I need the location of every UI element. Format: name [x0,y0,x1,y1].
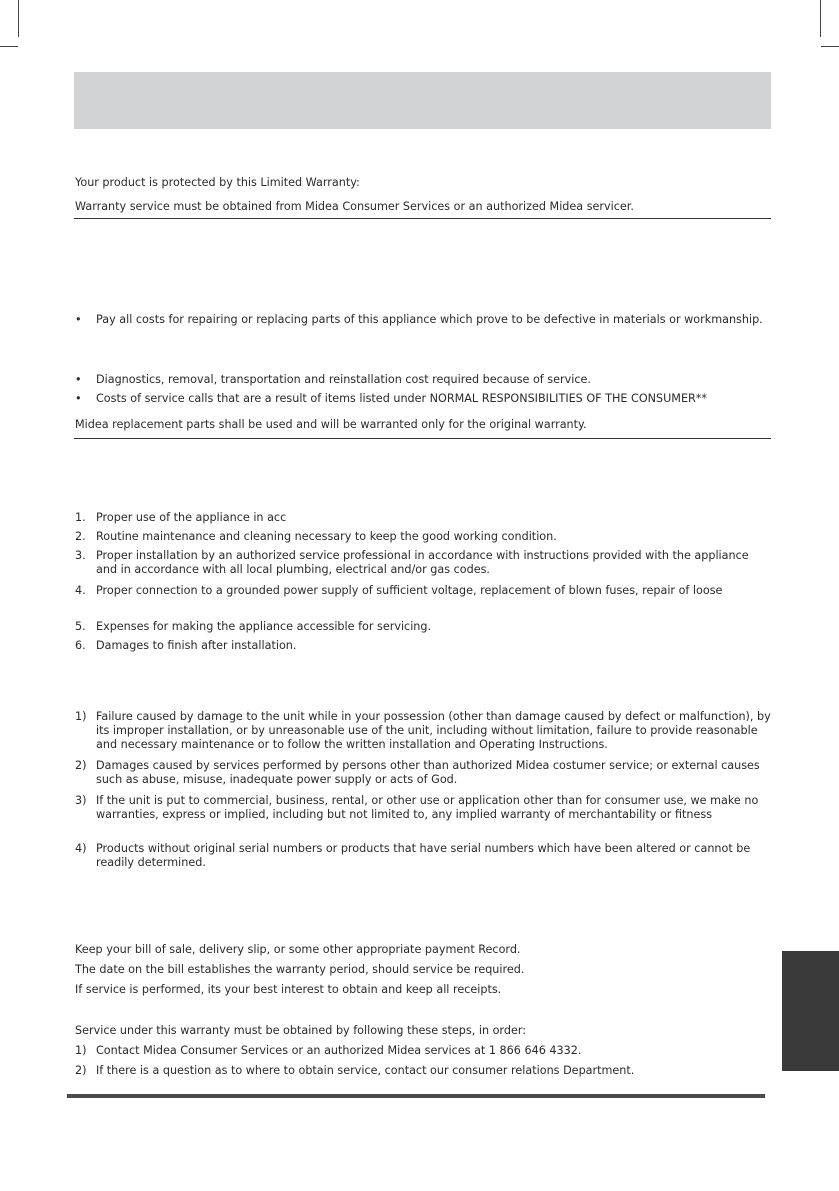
list-item-cost [75,373,771,387]
number-marker: 4. [75,584,86,597]
list-item-text: Failure caused by damage to the unit while in your possession (other than damage caused by defect or malfunction), by its improper installation, or by unreasonable use of the unit, including without limitation, failure to provide reasonable and necessary maintenance or to follow the written installation and Operating Instructions. [96,710,771,751]
list-item-pay [75,313,771,327]
list-item-responsibility [75,584,771,598]
number-marker: 2) [75,759,87,772]
number-marker: 2. [75,530,86,543]
record-line: The date on the bill establishes the warranty period, should service be required. [75,963,525,976]
number-marker: 3. [75,549,86,562]
list-item-text: Damages caused by services performed by persons other than authorized Midea costumer service; or external causes such as abuse, misuse, inadequate power supply or acts of God. [96,759,760,786]
list-item-exclusion [75,794,771,822]
list-item-cost [75,392,771,406]
crop-mark-right [821,46,839,47]
number-marker: 5. [75,620,86,633]
list-item-step [75,1064,771,1078]
header-band [74,72,771,129]
number-marker: 6. [75,639,86,652]
list-item-text: Proper use of the appliance in acc [96,511,287,524]
list-item-text: Proper connection to a grounded power supply of sufficient voltage, replacement of blown fuses, repair of loose [96,584,723,597]
record-line: If service is performed, its your best interest to obtain and keep all receipts. [75,983,502,996]
list-item-exclusion [75,710,771,752]
list-item-text: Costs of service calls that are a result of items listed under NORMAL RESPONSIBILITIES OF THE CONSUMER** [96,392,707,405]
number-marker: 3) [75,794,87,807]
list-item-text: Expenses for making the appliance accessible for servicing. [96,620,432,633]
list-item-text: Products without original serial numbers or products that have serial numbers which have been altered or cannot be readily determined. [96,842,751,869]
list-item-responsibility [75,620,771,634]
crop-mark-left [0,46,18,57]
footer-rule [67,1094,765,1098]
number-marker: 1. [75,511,86,524]
list-item-responsibility [75,549,771,577]
intro-text: Your product is protected by this Limited Warranty: [75,176,360,189]
list-item-responsibility [75,639,771,653]
bullet-marker: • [75,392,82,405]
list-item-step [75,1044,771,1058]
list-item-responsibility [75,530,771,544]
list-item-text: If the unit is put to commercial, business, rental, or other use or application other than for consumer use, we make no warranties, express or implied, including but not limited to, any implied warranty of merchantability or fitness [96,794,759,821]
list-item-text: Diagnostics, removal, transportation and reinstallation cost required because of service. [96,373,591,386]
replacement-note: Midea replacement parts shall be used and will be warranted only for the original warranty. [75,418,587,431]
number-marker: 2) [75,1064,87,1077]
number-marker: 4) [75,842,87,855]
bullet-marker: • [75,313,82,326]
list-item-exclusion [75,842,771,870]
number-marker: 1) [75,710,87,723]
list-item-text: If there is a question as to where to obtain service, contact our consumer relations Department. [96,1064,635,1077]
service-note: Warranty service must be obtained from Midea Consumer Services or an authorized Midea servicer. [75,200,634,213]
list-item-text: Damages to finish after installation. [96,639,297,652]
list-item-text: Routine maintenance and cleaning necessary to keep the good working condition. [96,530,557,543]
record-line: Keep your bill of sale, delivery slip, or some other appropriate payment Record. [75,943,521,956]
section-divider-1 [74,218,771,219]
number-marker: 1) [75,1044,87,1057]
bullet-marker: • [75,373,82,386]
side-tab [782,951,839,1071]
section-divider-2 [74,438,771,439]
list-item-text: Pay all costs for repairing or replacing parts of this appliance which prove to be defective in materials or workmanship. [96,313,763,326]
list-item-responsibility [75,511,771,525]
list-item-text: Proper installation by an authorized service professional in accordance with instructions provided with the appliance and in accordance with all local plumbing, electrical and/or gas codes. [96,549,749,576]
list-item-exclusion [75,759,771,787]
list-item-text: Contact Midea Consumer Services or an authorized Midea services at 1 866 646 4332. [96,1044,582,1057]
steps-intro: Service under this warranty must be obtained by following these steps, in order: [75,1024,526,1037]
